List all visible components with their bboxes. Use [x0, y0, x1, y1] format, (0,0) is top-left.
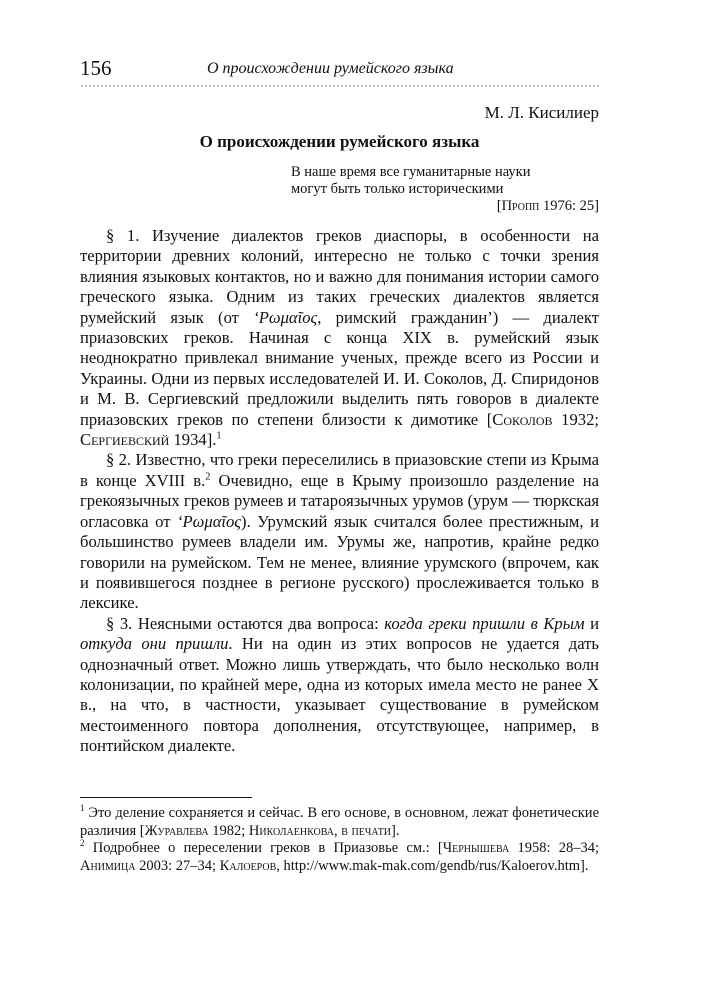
epigraph-line: В наше время все гуманитарные науки: [291, 164, 531, 180]
text: § 3. Неясными остаются два вопроса:: [106, 613, 385, 633]
epigraph-year: 1976: 25]: [539, 198, 599, 214]
text: , римский гражданин’) — диалект приазовских греков. Начиная с конца XIX в. румейский язык неоднократно привлекал внимание ученых, прежде всего из России и Украины. Одни из первых исследователей И. И. Соколов, Д. Спиридонов и М. В. Сергиевский предложили выделить пять говоров в диалекте приазовских греков по степени близости к димотике [: [80, 307, 599, 429]
text: Подробнее о переселении греков в Приазовье см.: [: [84, 840, 443, 856]
article-title: О происхождении румейского языка: [199, 132, 480, 151]
epigraph-source: [291, 198, 599, 215]
url-text[interactable]: , http://www.mak-mak.com/gendb/rus/Kaloerov.htm].: [276, 857, 589, 874]
text: § 2. Известно, что греки переселились в приазовские степи из Крыма в конце XVIII в.: [80, 450, 599, 490]
emphasis: когда греки пришли в Крым: [384, 613, 585, 633]
epigraph-line: могут быть только историческими: [291, 181, 504, 197]
text: ].: [391, 822, 400, 839]
text: 1934].: [169, 430, 217, 450]
footnote-ref[interactable]: 1: [216, 430, 222, 442]
header-divider: [80, 84, 599, 88]
emphasis: откуда они пришли: [80, 634, 229, 654]
text: . Ни на один из этих вопросов не удается дать однозначный ответ. Можно лишь утверждать, что было несколько волн колонизации, по крайней мере, одна из которых имела место не ранее X в., на что, в частности, указывает существование в румейском местоименного повтора дополнения, отсутствующее, например, в понтийском диалекте.: [80, 634, 599, 756]
text: 2003: 27–34;: [135, 857, 220, 874]
paragraph-2: [80, 450, 599, 613]
citation: Соколов: [492, 409, 553, 429]
footnote-mark: 2: [80, 838, 85, 849]
bracket: [: [496, 198, 502, 214]
footnote-2: [80, 840, 599, 875]
footnote-mark: 1: [80, 803, 85, 814]
text: Очевидно, еще в Крыму произошло разделение на грекоязычных греков румеев и татароязычных урумов (урум — тюркская огласовка от: [80, 470, 599, 531]
greek-word: ‘Ρωμαῖος: [253, 307, 318, 327]
citation: Журавлева: [144, 822, 209, 839]
footnotes: [80, 805, 599, 875]
paragraph-3: [80, 614, 599, 757]
author-name: М. Л. Кисилиер: [484, 103, 599, 122]
footnote-1: [80, 805, 599, 840]
page-number: 156: [80, 56, 112, 80]
text: 1958: 28–34;: [509, 840, 599, 856]
citation: Анимица: [80, 857, 136, 874]
paragraph-1: [80, 226, 599, 450]
epigraph-author: Пропп: [501, 198, 540, 214]
epigraph: [291, 164, 599, 215]
article-body: [80, 226, 599, 757]
text: 1932;: [552, 409, 599, 429]
text: ). Урумский язык считался более престижным, и большинство румеев владели им. Урумы же, напротив, крайне редко говорили на румейском. Тем не менее, влияние урумского (впрочем, как и появившегося позднее в регионе русского) прослеживается только в лексике.: [80, 511, 599, 613]
citation: Чернышева: [442, 840, 510, 856]
citation: Калоеров: [219, 857, 277, 874]
footnote-ref[interactable]: 2: [205, 471, 211, 483]
running-title: О происхождении румейского языка: [207, 60, 454, 77]
citation: Николаенкова, в печати: [248, 822, 392, 839]
greek-word: ‘Ρωμαῖος: [176, 511, 242, 531]
footnote-divider: [80, 797, 252, 798]
text: Это деление сохраняется и сейчас. В его основе, в основном, лежат фонетические различия [: [80, 805, 599, 839]
text: 1982;: [208, 822, 249, 839]
text: и: [584, 613, 599, 633]
text: § 1. Изучение диалектов греков диаспоры, в особенности на территории древних колоний, интересно не только с точки зрения влияния языковых контактов, но и важно для понимания истории самого греческого языка. Одним из таких греческих диалектов является румейский язык (от: [80, 226, 599, 327]
citation: Сергиевский: [80, 430, 170, 450]
